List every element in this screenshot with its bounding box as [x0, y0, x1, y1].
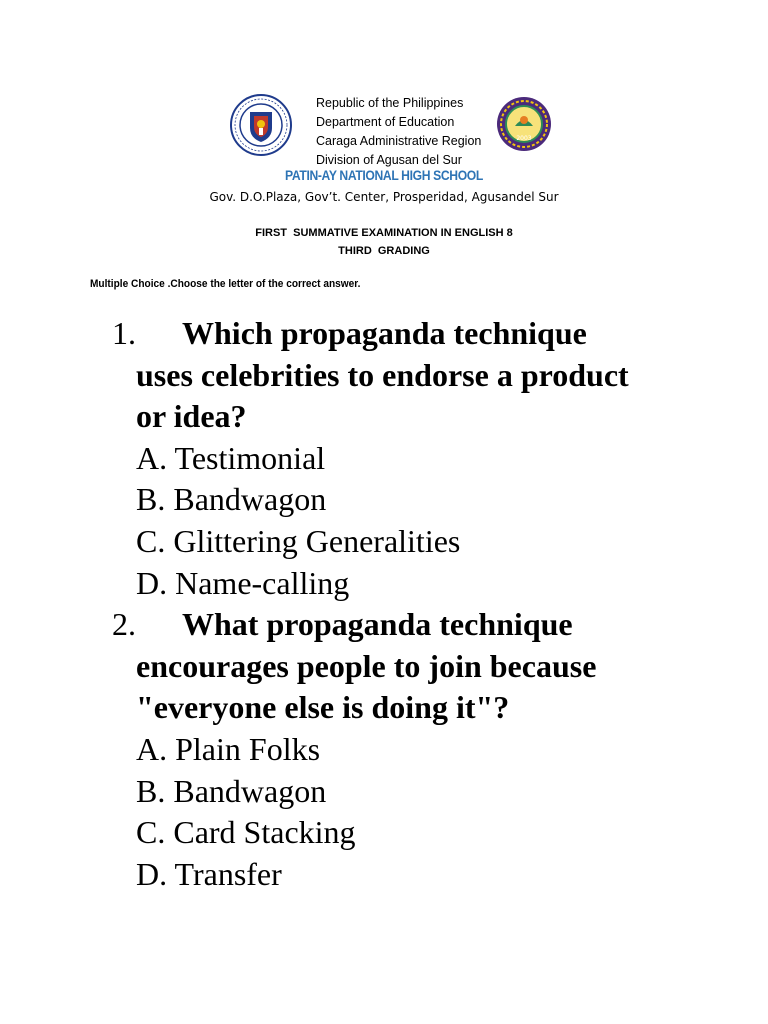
question-2-stem-line-1: What propaganda technique: [182, 606, 573, 643]
question-2-choice-c: C. Card Stacking: [136, 814, 356, 851]
question-1-first-line: [112, 313, 712, 355]
question-1-stem-line-3: or idea?: [136, 398, 247, 435]
school-seal-icon: [495, 96, 553, 152]
question-2-number: 2.: [112, 606, 136, 643]
question-1: [112, 313, 712, 604]
question-2-choice-d: D. Transfer: [136, 855, 282, 892]
header-line-region: Caraga Administrative Region: [316, 134, 482, 148]
instructions: Multiple Choice .Choose the letter of the correct answer.: [90, 278, 361, 290]
question-2: [112, 604, 712, 895]
question-1-stem-line-1: Which propaganda technique: [182, 315, 587, 351]
question-2-first-line: [112, 604, 712, 646]
question-1-number: 1.: [112, 315, 136, 351]
question-2-stem-line-2: encourages people to join because: [136, 647, 597, 684]
exam-title: FIRST SUMMATIVE EXAMINATION IN ENGLISH 8: [255, 227, 513, 239]
question-2-choice-b: B. Bandwagon: [136, 772, 327, 809]
header-line-republic: Republic of the Philippines: [316, 96, 464, 110]
grading-period: THIRD GRADING: [338, 245, 430, 257]
header-line-division: Division of Agusan del Sur: [316, 153, 462, 167]
question-list: [112, 313, 712, 895]
question-1-stem-line-2: uses celebrities to endorse a product: [136, 356, 629, 393]
school-name: PATIN-AY NATIONAL HIGH SCHOOL: [285, 168, 483, 183]
question-2-stem-line-3: "everyone else is doing it"?: [136, 689, 510, 726]
deped-seal-icon: [230, 94, 292, 156]
question-1-choice-b: B. Bandwagon: [136, 481, 327, 518]
question-1-choice-d: D. Name-calling: [136, 564, 350, 601]
school-seal-year: 2003: [516, 135, 532, 142]
header-text-block: [316, 94, 481, 170]
question-1-choice-c: C. Glittering Generalities: [136, 522, 461, 559]
header-line-department: Department of Education: [316, 115, 455, 129]
question-1-choice-a: A. Testimonial: [136, 439, 326, 476]
question-2-choice-a: A. Plain Folks: [136, 730, 321, 767]
school-address: Gov. D.O.Plaza, Gov’t. Center, Prosperidad, Agusandel Sur: [209, 190, 559, 204]
